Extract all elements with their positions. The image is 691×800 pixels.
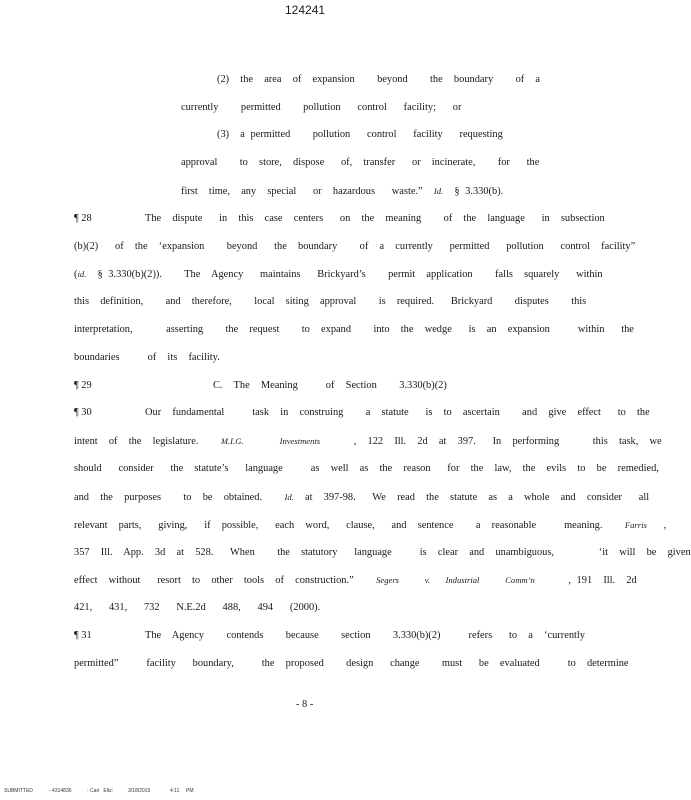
footer-ampm: PM [186,788,194,794]
p30-text: relevant parts, giving, if possible, each word, clause, and sentence a reasonable meaning. [74,520,625,531]
footer-clerk: - Cari Eltz: [87,788,114,794]
p30-text: at 397-98. We read the statute as a whole and consider all [293,492,650,503]
case-citation: Segers v. Industrial Comm’n [376,575,535,585]
p31-line-1: The Agency contends because section 3.330(b)(2) refers to a ‘currently [145,630,585,641]
p30-line-3: should consider the statute’s language as well as the reason for the law, the evils to be remedied, [74,463,659,474]
paragraph-number-31: ¶ 31 [74,630,92,641]
footer-date: 3/18/2019 [128,788,151,794]
paragraph-number-29: ¶ 29 [74,380,92,391]
p28-line-1: The dispute in this case centers on the meaning of the language in subsection [145,213,605,224]
p30-text: and the purposes to be obtained. [74,492,285,503]
citation-id: Id. [433,186,444,196]
paragraph-number-30: ¶ 30 [74,407,92,418]
section-heading: C. The Meaning of Section 3.330(b)(2) [213,380,447,391]
statute-item-3-line-1: (3) a permitted pollution control facility requesting [217,129,503,140]
case-citation: M.I.G. Investments [220,436,321,446]
p30-text: , 122 Ill. 2d at 397. In performing this task, we [320,436,662,447]
p28-text: § 3.330(b)(2)). The Agency maintains Brickyard’s permit application falls squarely within [86,269,603,280]
p30-text: , [646,520,667,531]
page-number: - 8 - [296,699,314,710]
paragraph-number-28: ¶ 28 [74,213,92,224]
p30-line-5 [74,519,666,532]
p30-line-6: 357 Ill. App. 3d at 528. When the statutory language is clear and unambiguous, ‘it will be given [74,547,691,558]
statute-item-2-line-1: (2) the area of expansion beyond the boundary of a [217,74,541,85]
p28-line-6: boundaries of its facility. [74,352,220,363]
p30-line-1: Our fundamental task in construing a statute is to ascertain and give effect to the [145,407,650,418]
p30-line-8: 421, 431, 732 N.E.2d 488, 494 (2000). [74,602,321,613]
statute-item-2-line-2: currently permitted pollution control facility; or [181,102,462,113]
p28-line-3 [74,268,603,281]
p28-line-5: interpretation, asserting the request to expand into the wedge is an expansion within the [74,324,634,335]
footer-id: - 4314836 [49,788,72,794]
p28-line-4: this definition, and therefore, local siting approval is required. Brickyard disputes this [74,296,587,307]
p28-text: ( [74,269,78,280]
p31-line-2: permitted” facility boundary, the proposed design change must be evaluated to determine [74,658,629,669]
p30-text: effect without resort to other tools of construction.” [74,575,377,586]
footer-submitted: SUBMITTED [4,788,33,794]
p30-text: intent of the legislature. [74,436,221,447]
citation-id: Id. [284,492,294,502]
footer-time: 4:11 [170,788,180,794]
p30-text: , 191 Ill. 2d [534,575,637,586]
statute-item-3-line-3 [181,185,503,198]
p30-line-4 [74,491,649,504]
citation-id: id. [77,269,87,279]
statute-text: first time, any special or hazardous waste.” [181,186,434,197]
p30-line-2 [74,435,662,448]
p28-line-2: (b)(2) of the ‘expansion beyond the boundary of a currently permitted pollution control facility” [74,241,636,252]
statute-cite-section: § 3.330(b). [443,186,504,197]
document-number: 124241 [285,3,326,17]
case-citation: Farris [624,520,647,530]
p30-line-7 [74,574,637,587]
statute-item-3-line-2: approval to store, dispose of, transfer or incinerate, for the [181,157,540,168]
